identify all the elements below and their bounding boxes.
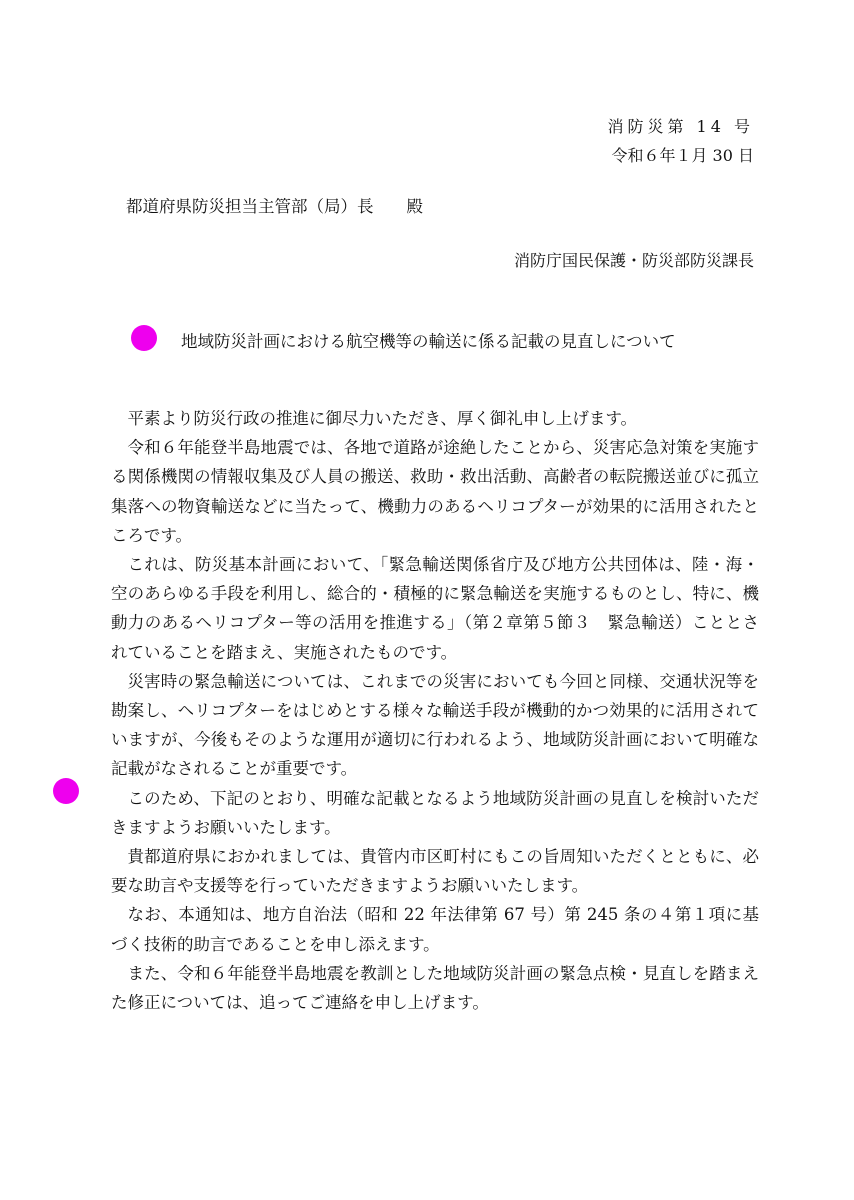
annotation-marker-subject: [131, 325, 157, 351]
sender: 消防庁国民保護・防災部防災課長: [513, 251, 754, 270]
body-paragraph: なお、本通知は、地方自治法（昭和 22 年法律第 67 号）第 245 条の４第１項に基づく技術的助言であることを申し添えます。: [111, 905, 759, 954]
body-paragraph: 貴都道府県におかれましては、貴管内市区町村にもこの旨周知いただくとともに、必要な助言や支援等を行っていただきますようお願いいたします。: [111, 847, 759, 896]
body-paragraph: このため、下記のとおり、明確な記載となるよう地域防災計画の見直しを検討いただきますようお願いいたします。: [111, 788, 759, 837]
issue-date: 令和６年１月 30 日: [611, 146, 754, 165]
body-paragraph: これは、防災基本計画において、「緊急輸送関係省庁及び地方公共団体は、陸・海・空のあらゆる手段を利用し、総合的・積極的に緊急輸送を実施するものとし、特に、機動力のあるヘリコプター等の活用を推進する」（第２章第５節３ 緊急輸送）こととされていることを踏まえ、実施されたものです。: [111, 555, 759, 662]
body-paragraph: 災害時の緊急輸送については、これまでの災害においても今回と同様、交通状況等を勘案し、ヘリコプターをはじめとする様々な輸送手段が機動的かつ効果的に活用されていますが、今後もそのような運用が適切に行われるよう、地域防災計画において明確な記載がなされることが重要です。: [111, 671, 759, 779]
addressee: 都道府県防災担当主管部（局）長 殿: [126, 197, 423, 216]
body-paragraph: 平素より防災行政の推進に御尽力いただき、厚く御礼申し上げます。: [127, 409, 638, 428]
annotation-marker-paragraph: [53, 778, 79, 804]
body-paragraph: また、令和６年能登半島地震を教訓とした地域防災計画の緊急点検・見直しを踏まえた修正については、追ってご連絡を申し上げます。: [111, 963, 759, 1013]
body-paragraph: 令和６年能登半島地震では、各地で道路が途絶したことから、災害応急対策を実施する関係機関の情報収集及び人員の搬送、救助・救出活動、高齢者の転院搬送並びに孤立集落への物資輸送などに当たって、機動力のあるヘリコプターが効果的に活用されたところです。: [111, 438, 759, 545]
document-number: 消防災第 14 号: [607, 117, 754, 136]
document-body: [111, 404, 759, 1017]
document-subject: 地域防災計画における航空機等の輸送に係る記載の見直しについて: [181, 332, 676, 351]
